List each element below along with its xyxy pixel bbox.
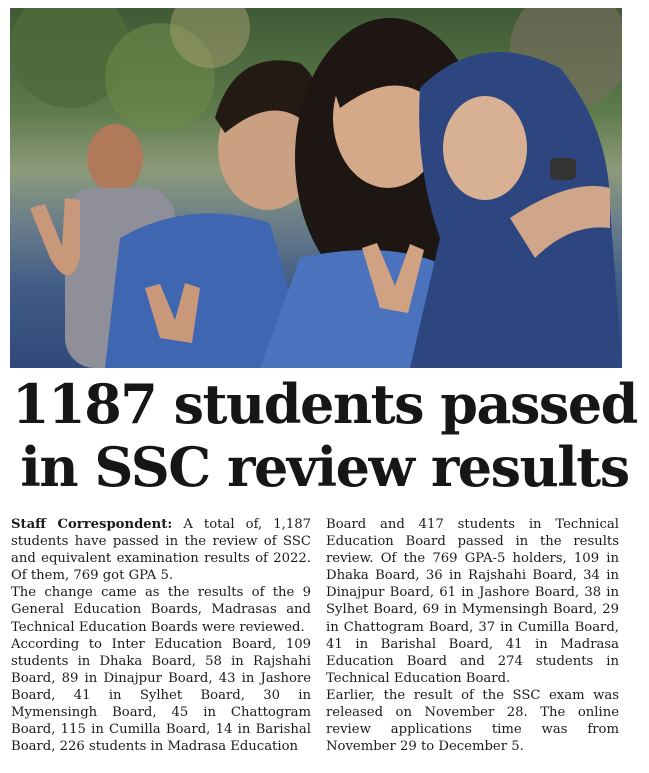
paragraph-text: A total of, 1,187 students have passed in the review of SSC and equivalent examination results of 2022. Of them, 769 got GPA 5.	[11, 517, 311, 584]
byline: Staff Correspondent:	[11, 517, 173, 532]
paragraph: Earlier, the result of the SSC exam was released on November 28. The online review applications time was from November 29 to December 5.	[326, 687, 619, 755]
paragraph: Board and 417 students in Technical Education Board passed in the results review. Of the 769 GPA-5 holders, 109 in Dhaka Board, 36 in Rajshahi Board, 34 in Dinajpur Board, 61 in Jashore Board, 38 in Sylhet Board, 69 in Mymensingh Board, 29 in Chattogram Board, 37 in Cumilla Board, 41 in Barishal Board, 41 in Madrasa Education Board and 274 students in Technical Education Board.	[326, 517, 619, 686]
left-column	[11, 516, 311, 771]
headline-line-1: 1187 students passed	[12, 372, 637, 436]
paragraph: The change came as the results of the 9 General Education Boards, Madrasas and Technical Education Boards were reviewed.	[11, 585, 311, 635]
paragraph: According to Inter Education Board, 109 students in Dhaka Board, 58 in Rajshahi Board, 89 in Dinajpur Board, 43 in Jashore Board, 41 in Sylhet Board, 30 in Mymensingh Board, 45 in Chattogram Board, 115 in Cumilla Board, 14 in Barishal Board, 226 students in Madrasa Education	[11, 636, 311, 755]
paragraph	[11, 516, 311, 584]
article-photo	[10, 8, 622, 368]
students-celebrating-photo-icon	[10, 8, 622, 368]
headline-line-2: in SSC review results	[20, 435, 629, 499]
right-column	[326, 516, 619, 771]
